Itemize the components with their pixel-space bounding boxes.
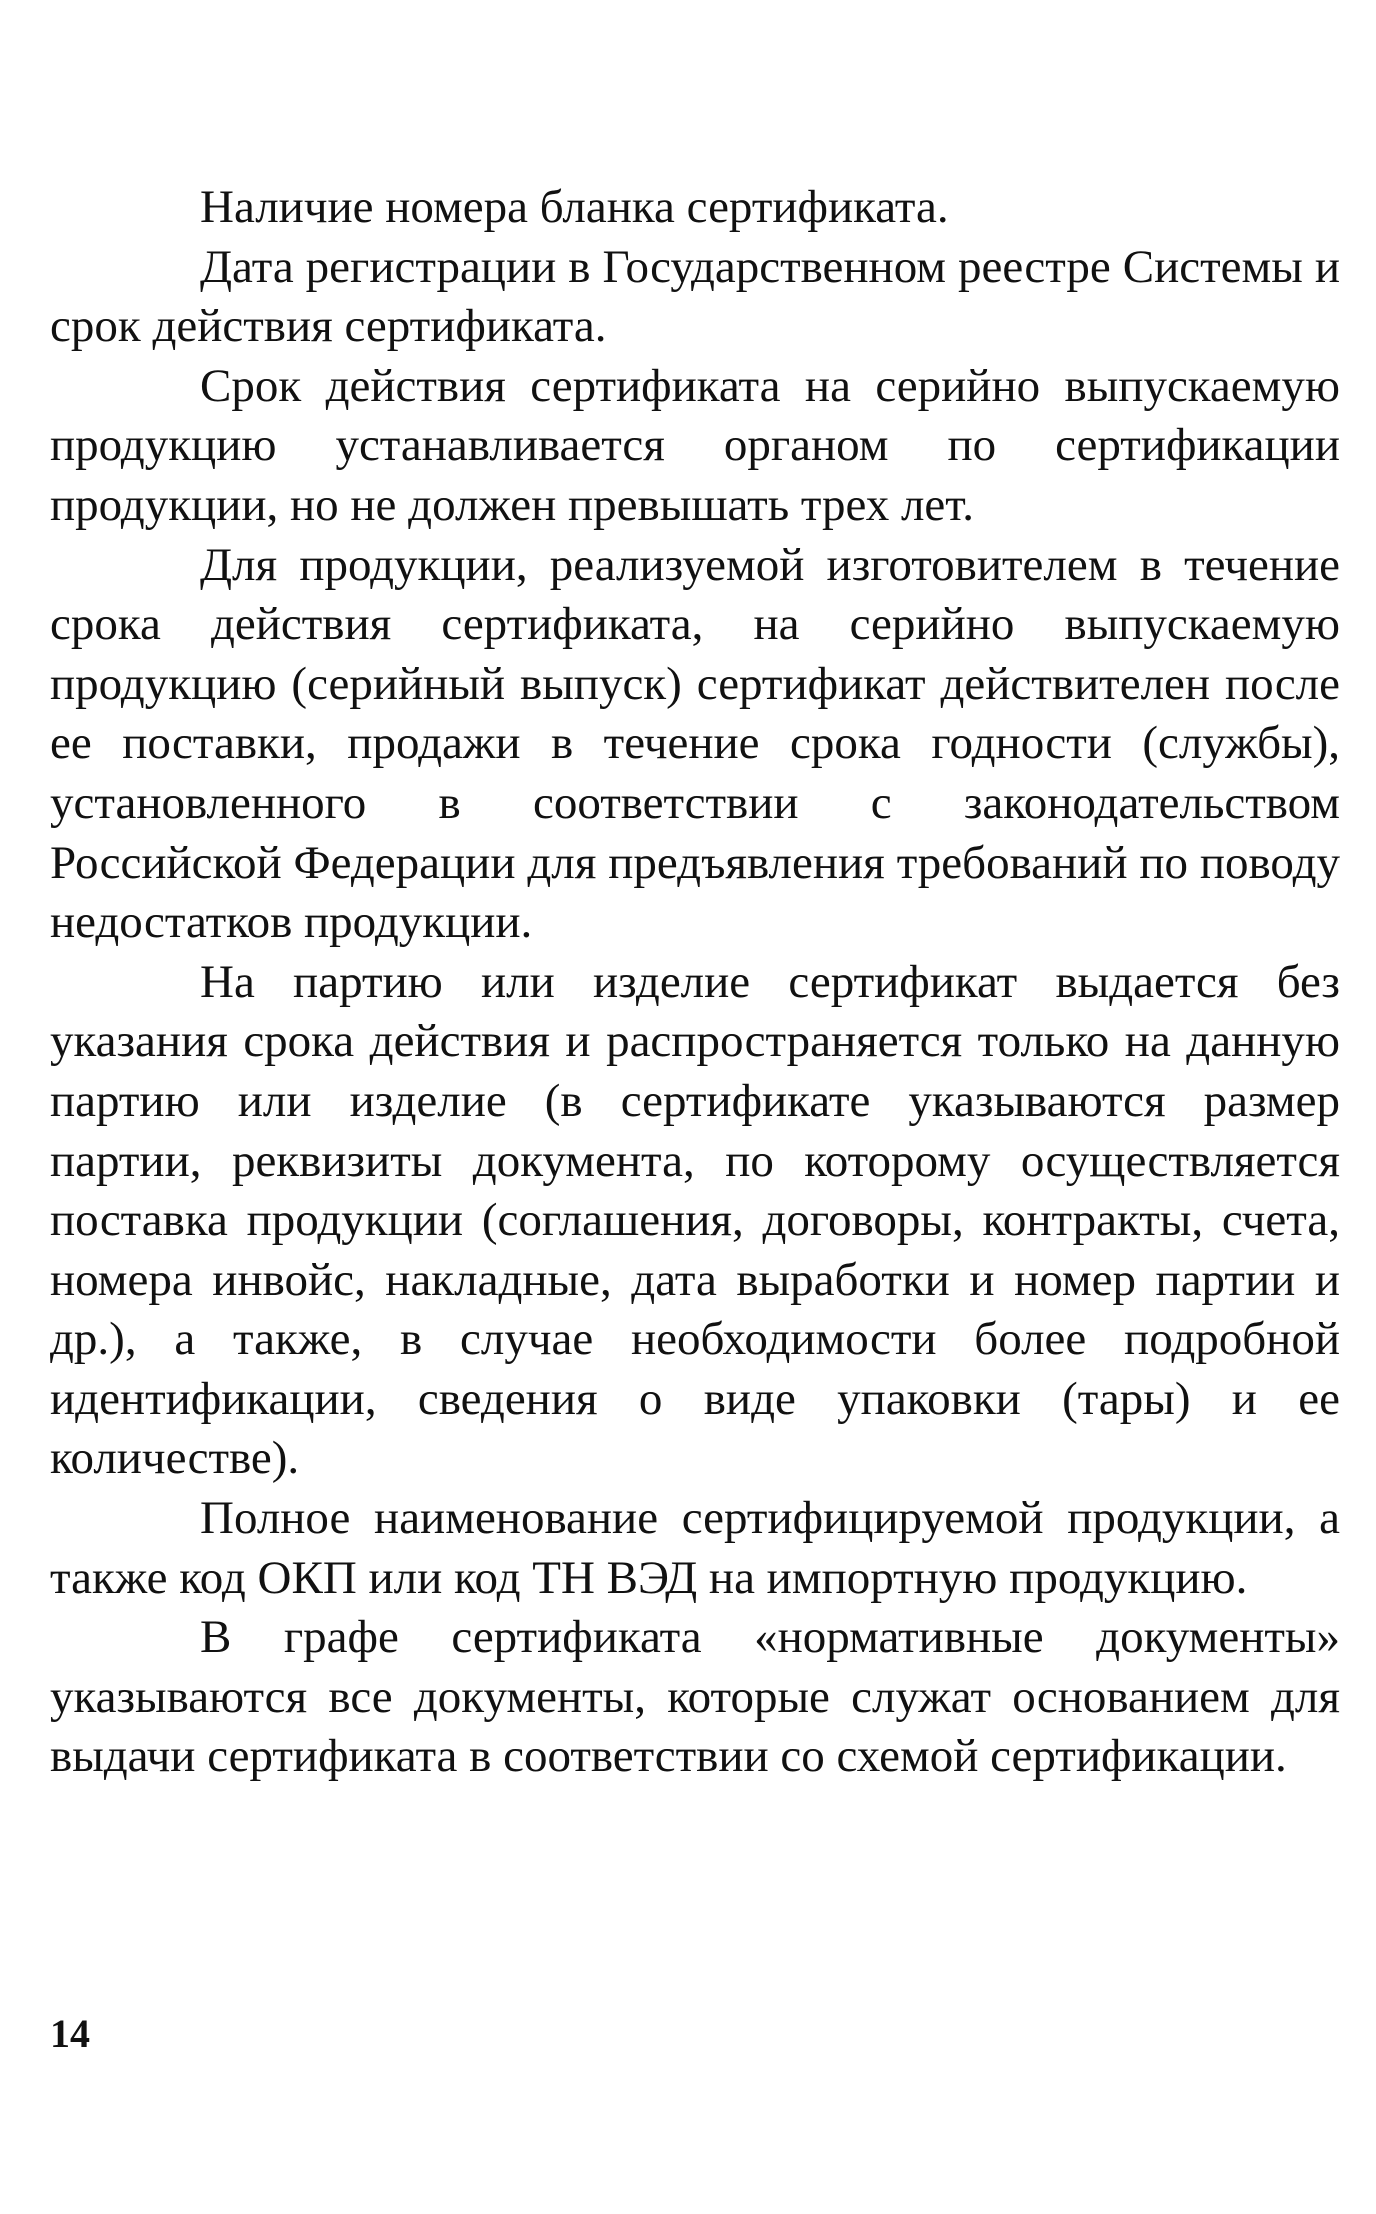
page-number: 14 xyxy=(50,2011,90,2056)
paragraph-validity-period: Срок действия сертификата на серийно выпускаемую продукцию устанавливается органом по сертификации продукции, но не должен превышать трех лет. xyxy=(50,359,1340,531)
paragraph-serial-production: Для продукции, реализуемой изготовителем в течение срока действия сертификата, на серийно выпускаемую продукцию (серийный выпуск) сертификат действителен после ее поставки, продажи в течение срока годности (службы), установленного в соответствии с законодательством Российской Федерации для предъявления требований по поводу недостатков продукции. xyxy=(50,538,1340,949)
paragraph-certificate-form-number: Наличие номера бланка сертификата. xyxy=(200,181,949,233)
paragraph-product-name-codes: Полное наименование сертифицируемой продукции, а также код ОКП или код ТН ВЭД на импортную продукцию. xyxy=(50,1492,1340,1604)
paragraph-batch-certificate: На партию или изделие сертификат выдается без указания срока действия и распространяется только на данную партию или изделие (в сертификате указываются размер партии, реквизиты документа, по которому осуществляется поставка продукции (соглашения, договоры, контракты, счета, номера инвойс, накладные, дата выработки и номер партии и др.), а также, в случае необходимости более подробной идентификации, сведения о виде упаковки (тары) и ее количестве). xyxy=(50,955,1340,1485)
paragraph-normative-documents: В графе сертификата «нормативные документы» указываются все документы, которые служат основанием для выдачи сертификата в соответствии со схемой сертификации. xyxy=(50,1611,1340,1783)
body-text xyxy=(50,178,1340,1787)
paragraph-registration-date: Дата регистрации в Государственном реестре Системы и срок действия сертификата. xyxy=(50,240,1340,353)
